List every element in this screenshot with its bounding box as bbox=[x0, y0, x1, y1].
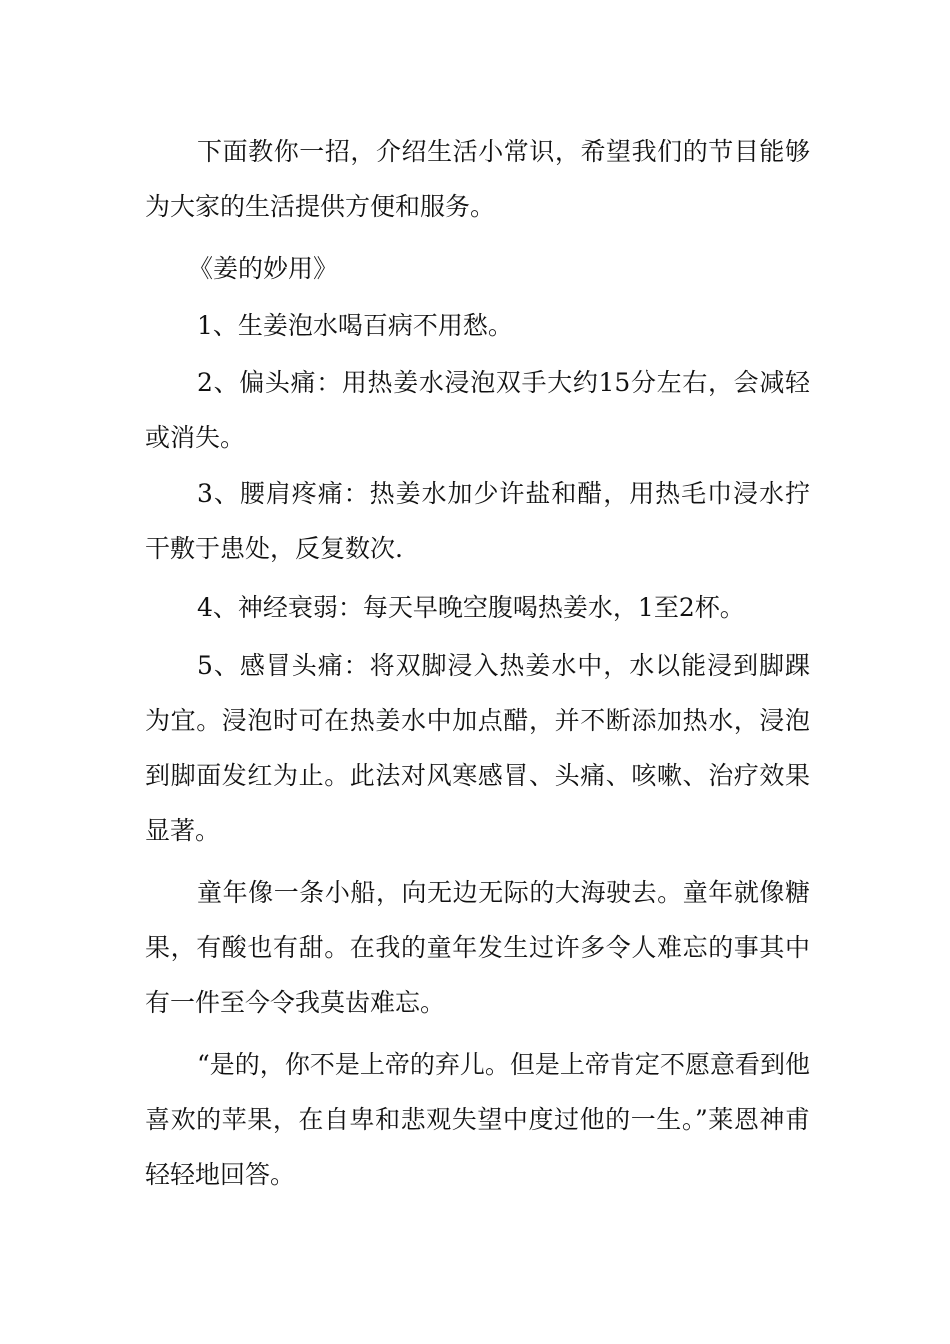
paragraph-title: 《姜的妙用》 bbox=[188, 254, 339, 283]
paragraph-item-4: 4、神经衰弱：每天早晚空腹喝热姜水，1至2杯。 bbox=[197, 593, 745, 622]
paragraph-item-1: 1、生姜泡水喝百病不用愁。 bbox=[197, 311, 513, 340]
paragraph-item-3: 3、腰肩疼痛：热姜水加少许盐和醋，用热毛巾浸水拧干敷于患处，反复数次. bbox=[145, 479, 810, 563]
paragraph-item-5: 5、感冒头痛：将双脚浸入热姜水中，水以能浸到脚踝为宜。浸泡时可在热姜水中加点醋，并不断添加热水，浸泡到脚面发红为止。此法对风寒感冒、头痛、咳嗽、治疗效果显著。 bbox=[145, 651, 810, 845]
paragraph-intro: 下面教你一招，介绍生活小常识，希望我们的节目能够为大家的生活提供方便和服务。 bbox=[145, 137, 810, 221]
paragraph-quote: “是的，你不是上帝的弃儿。但是上帝肯定不愿意看到他喜欢的苹果，在自卑和悲观失望中度过他的一生。”莱恩神甫轻轻地回答。 bbox=[145, 1050, 810, 1189]
paragraph-item-2: 2、偏头痛：用热姜水浸泡双手大约15分左右，会减轻或消失。 bbox=[145, 368, 810, 452]
paragraph-childhood: 童年像一条小船，向无边无际的大海驶去。童年就像糖果，有酸也有甜。在我的童年发生过许多令人难忘的事其中有一件至今令我莫齿难忘。 bbox=[145, 878, 810, 1017]
